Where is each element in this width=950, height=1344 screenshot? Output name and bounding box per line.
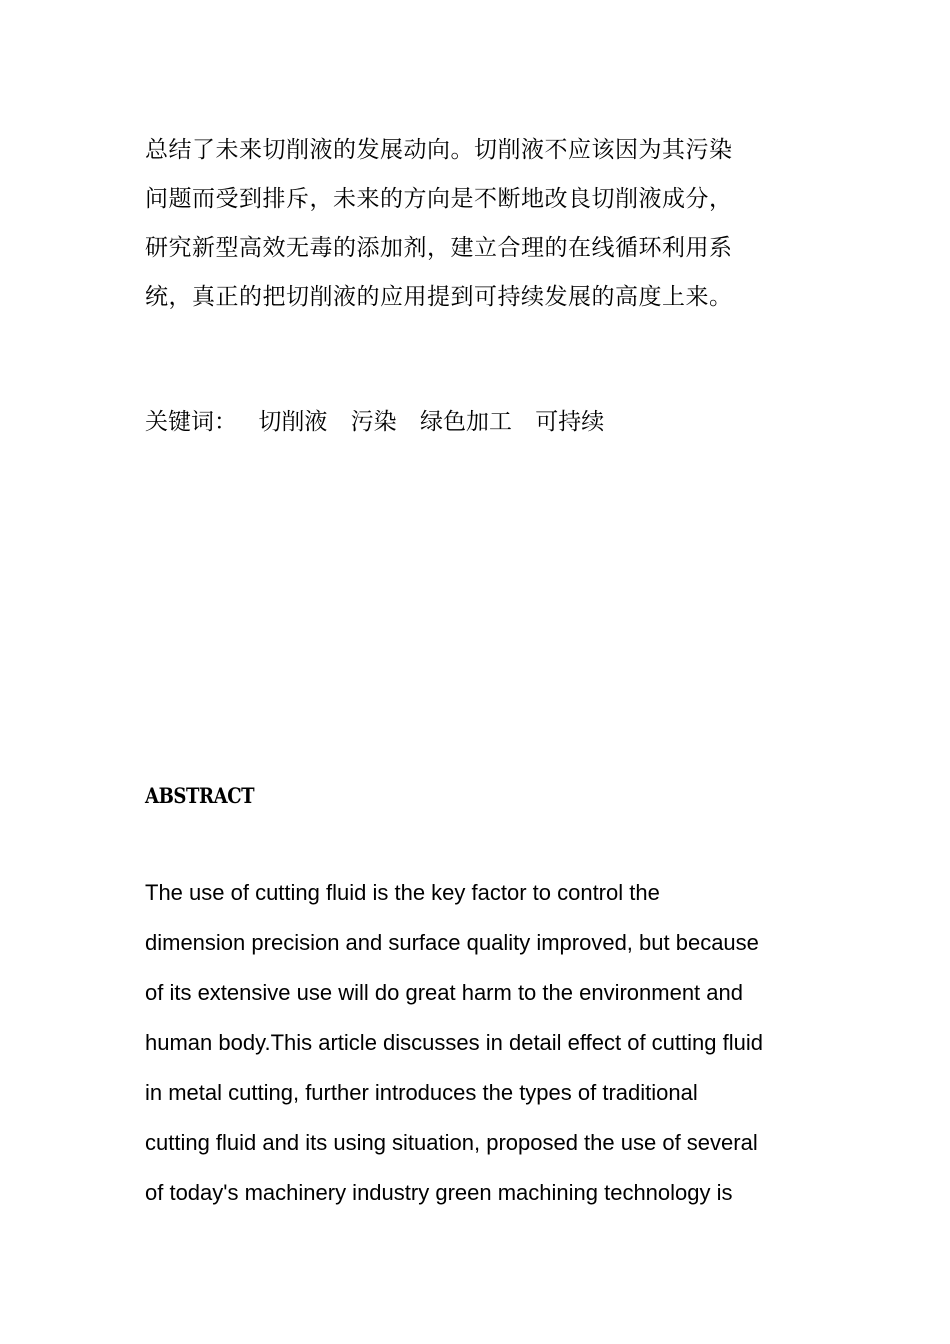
paragraph-line: in metal cutting, further introduces the types of traditional — [145, 1080, 698, 1105]
keyword: 污染 — [350, 409, 397, 435]
chinese-abstract-paragraph — [145, 126, 825, 322]
keyword: 切削液 — [258, 409, 328, 435]
keywords-line — [145, 398, 620, 447]
paragraph-line: 总结了未来切削液的发展动向。切削液不应该因为其污染 — [145, 137, 733, 163]
english-abstract-paragraph — [145, 868, 835, 1218]
paragraph-line: of today's machinery industry green machining technology is — [145, 1180, 733, 1205]
paragraph-line: of its extensive use will do great harm to the environment and — [145, 980, 743, 1005]
abstract-heading: ABSTRACT — [145, 783, 255, 808]
keyword: 可持续 — [535, 409, 605, 435]
paragraph-line: dimension precision and surface quality improved, but because — [145, 930, 759, 955]
paragraph-line: The use of cutting fluid is the key factor to control the — [145, 880, 660, 905]
paragraph-line: 研究新型高效无毒的添加剂，建立合理的在线循环利用系 — [145, 235, 733, 261]
keyword: 绿色加工 — [419, 409, 512, 435]
paragraph-line: cutting fluid and its using situation, proposed the use of several — [145, 1130, 758, 1155]
paragraph-line: 统，真正的把切削液的应用提到可持续发展的高度上来。 — [145, 284, 733, 310]
paragraph-line: human body.This article discusses in detail effect of cutting fluid — [145, 1030, 763, 1055]
paragraph-line: 问题而受到排斥，未来的方向是不断地改良切削液成分， — [145, 186, 733, 212]
keywords-label: 关键词： — [145, 409, 237, 435]
